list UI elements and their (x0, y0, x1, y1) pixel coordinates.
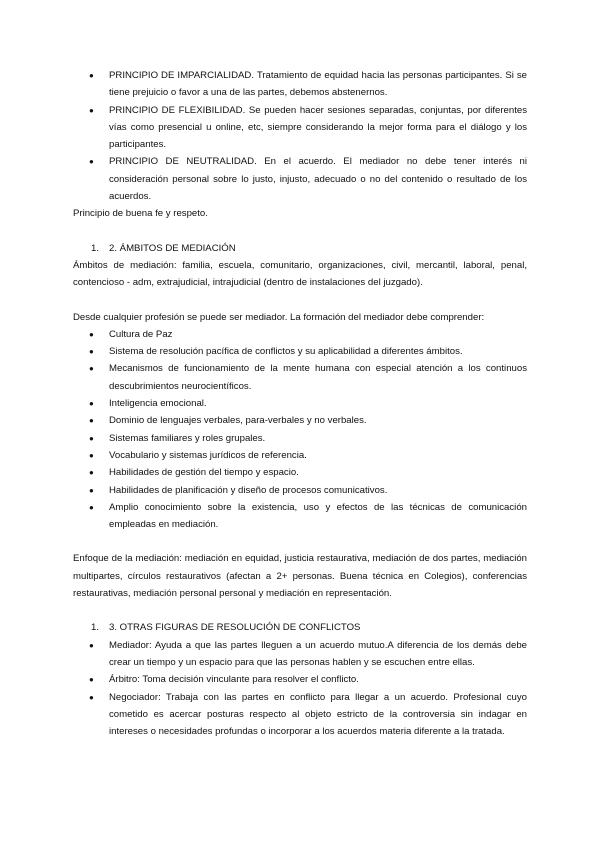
bullet-icon: ● (89, 329, 94, 339)
bullet-icon: ● (89, 157, 94, 167)
list-item (73, 671, 527, 688)
list-item (73, 360, 527, 395)
training-text: Sistema de resolución pacífica de conflictos y su aplicabilidad a diferentes ámbitos. (109, 346, 463, 358)
training-text: Sistemas familiares y roles grupales. (109, 432, 266, 444)
training-text: Vocabulario y sistemas jurídicos de referencia. (109, 449, 307, 461)
list-item (73, 689, 527, 741)
list-item (73, 412, 527, 429)
approach-paragraph: Enfoque de la mediación: mediación en equidad, justicia restaurativa, mediación de dos partes, mediación multipartes, círculos restaurativos (afectan a 2+ personas. Buena técnica en Colegios), conferencias restaurativas, mediación personal personal y mediación en representación. (73, 553, 527, 600)
bullet-icon: ● (89, 399, 94, 409)
principles-list (73, 67, 527, 205)
list-item (73, 447, 527, 464)
bullet-icon: ● (89, 675, 94, 685)
bullet-icon: ● (89, 692, 94, 702)
list-item (73, 343, 527, 360)
list-item (73, 482, 527, 499)
training-text: Mecanismos de funcionamiento de la mente humana con especial atención a los continuos descubrimientos neurocientíficos. (109, 363, 527, 392)
training-text: Habilidades de gestión del tiempo y espacio. (109, 467, 299, 479)
bullet-icon: ● (89, 347, 94, 357)
training-text: Dominio de lenguajes verbales, para-verbales y no verbales. (109, 415, 367, 427)
good-faith-paragraph: Principio de buena fe y respeto. (73, 208, 208, 220)
heading-title: 3. OTRAS FIGURAS DE RESOLUCIÓN DE CONFLICTOS (109, 622, 361, 634)
document-body (73, 67, 527, 740)
bullet-icon: ● (89, 502, 94, 512)
list-item (73, 67, 527, 102)
heading-title: 2. ÁMBITOS DE MEDIACIÓN (109, 242, 236, 254)
figure-text: Negociador: Trabaja con las partes en conflicto para llegar a un acuerdo. Profesional cuyo cometido es acercar posturas respecto al objeto estricto de la controversia sin indagar en intereses o necesidades profundas o incorporar a los acuerdos materia diferente a la tratada. (109, 691, 527, 738)
list-item (73, 637, 527, 672)
training-intro-paragraph: Desde cualquier profesión se puede ser mediador. La formación del mediador debe comprender: (73, 311, 485, 323)
list-item (73, 430, 527, 447)
list-item (73, 153, 527, 205)
training-text: Habilidades de planificación y diseño de procesos comunicativos. (109, 484, 388, 496)
list-item (73, 499, 527, 534)
bullet-icon: ● (89, 105, 94, 115)
training-list (73, 326, 527, 534)
bullet-icon: ● (89, 416, 94, 426)
list-item (73, 102, 527, 154)
bullet-icon: ● (89, 450, 94, 460)
bullet-icon: ● (89, 640, 94, 650)
figure-text: Árbitro: Toma decisión vinculante para resolver el conflicto. (109, 674, 359, 686)
principle-text: PRINCIPIO DE FLEXIBILIDAD. Se pueden hacer sesiones separadas, conjuntas, por diferentes vías como presencial u online, etc, siempre considerando la mejor forma para el diálogo y los participantes. (109, 104, 527, 151)
ambitos-paragraph: Ámbitos de mediación: familia, escuela, comunitario, organizaciones, civil, mercantil, laboral, penal, contencioso - adm, extrajudicial, intrajudicial (dentro de instalaciones del juzgado). (73, 259, 527, 289)
list-item (73, 326, 527, 343)
bullet-icon: ● (89, 485, 94, 495)
section-heading-ambitos (73, 240, 527, 257)
heading-number: 1. (91, 622, 100, 634)
training-text: Cultura de Paz (109, 328, 173, 340)
figure-text: Mediador: Ayuda a que las partes lleguen a un acuerdo mutuo.A diferencia de los demás debe crear un tiempo y un espacio para que las personas hablen y se escuchen entre ellas. (109, 639, 527, 668)
bullet-icon: ● (89, 468, 94, 478)
heading-number: 1. (91, 242, 100, 254)
bullet-icon: ● (89, 71, 94, 80)
bullet-icon: ● (89, 364, 94, 374)
figures-list (73, 637, 527, 741)
principle-text: PRINCIPIO DE IMPARCIALIDAD. Tratamiento de equidad hacia las personas participantes. Si se tiene prejuicio o favor a una de las partes, debemos abstenernos. (109, 70, 527, 99)
list-item (73, 464, 527, 481)
bullet-icon: ● (89, 433, 94, 443)
training-text: Inteligencia emocional. (109, 398, 207, 410)
training-text: Amplio conocimiento sobre la existencia, uso y efectos de las técnicas de comunicación empleadas en mediación. (109, 501, 527, 531)
list-item (73, 395, 527, 412)
principle-text: PRINCIPIO DE NEUTRALIDAD. En el acuerdo. El mediador no debe tener interés ni consideración personal sobre lo justo, injusto, adecuado o no del contenido o resultado de los acuerdos. (109, 156, 527, 203)
section-heading-otras-figuras (73, 619, 527, 636)
